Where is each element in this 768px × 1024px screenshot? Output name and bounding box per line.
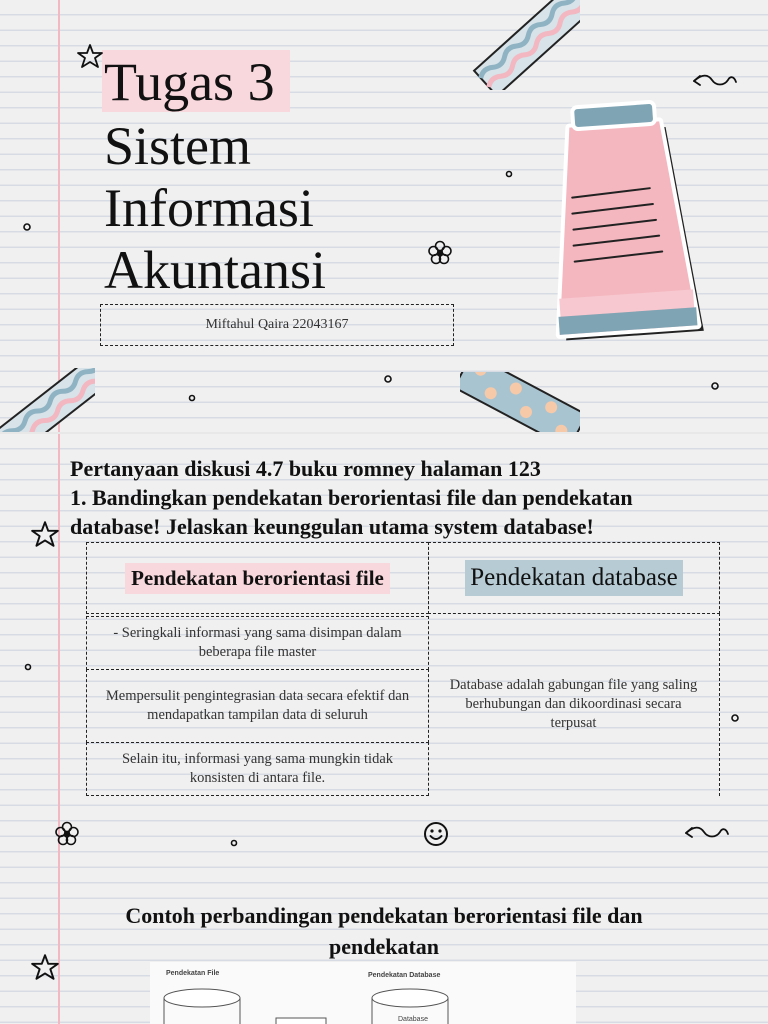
header-file-label: Pendekatan berorientasi file — [125, 563, 390, 594]
dots-decoration-2 — [0, 432, 768, 872]
comparison-diagram — [150, 962, 576, 1024]
diagram-label-db: Database — [398, 1016, 428, 1023]
example-title-line-1: Contoh perbandingan pendekatan berorientasi file dan — [125, 903, 643, 928]
diagram-label-file: Pendekatan File — [166, 970, 220, 977]
file-cell-3: Selain itu, informasi yang sama mungkin tidak konsisten di antara file. — [86, 742, 429, 796]
question-line-3: database! Jelaskan keunggulan utama system database! — [70, 514, 594, 539]
file-cell-2: Mempersulit pengintegrasian data secara efektif dan mendapatkan tampilan data di seluruh — [86, 669, 429, 743]
example-title-line-2: pendekatan — [328, 934, 440, 959]
title-line-2: Sistem — [104, 116, 252, 176]
question-line-2: 1. Bandingkan pendekatan berorientasi file dan pendekatan — [70, 485, 633, 510]
flower-icon-2 — [53, 820, 81, 848]
washi-tape-dots — [460, 372, 580, 432]
washi-tape-wave — [470, 0, 580, 90]
diagram-shapes — [150, 962, 576, 1024]
diagram-label-database: Pendekatan Database — [368, 972, 441, 979]
smiley-icon — [422, 820, 450, 848]
database-cell: Database adalah gabungan file yang saling berhubungan dan dikoordinasi secara terpusat — [428, 613, 720, 796]
file-cell-1: - Seringkali informasi yang sama disimpan dalam beberapa file master — [86, 616, 429, 670]
header-database-label: Pendekatan database — [465, 560, 683, 596]
star-icon-3 — [30, 953, 60, 981]
paper-bag-sticker — [540, 98, 710, 344]
arrow-doodle-icon-2 — [682, 822, 732, 844]
title-line-4: Akuntansi — [104, 240, 326, 300]
example-title — [60, 900, 708, 962]
title-line-1: Tugas 3 — [104, 52, 275, 112]
title-line-3: Informasi — [104, 178, 314, 238]
question-line-1: Pertanyaan diskusi 4.7 buku romney halaman 123 — [70, 456, 541, 481]
washi-tape-wave-2 — [0, 368, 95, 432]
author-name: Miftahul Qaira 22043167 — [205, 317, 349, 332]
